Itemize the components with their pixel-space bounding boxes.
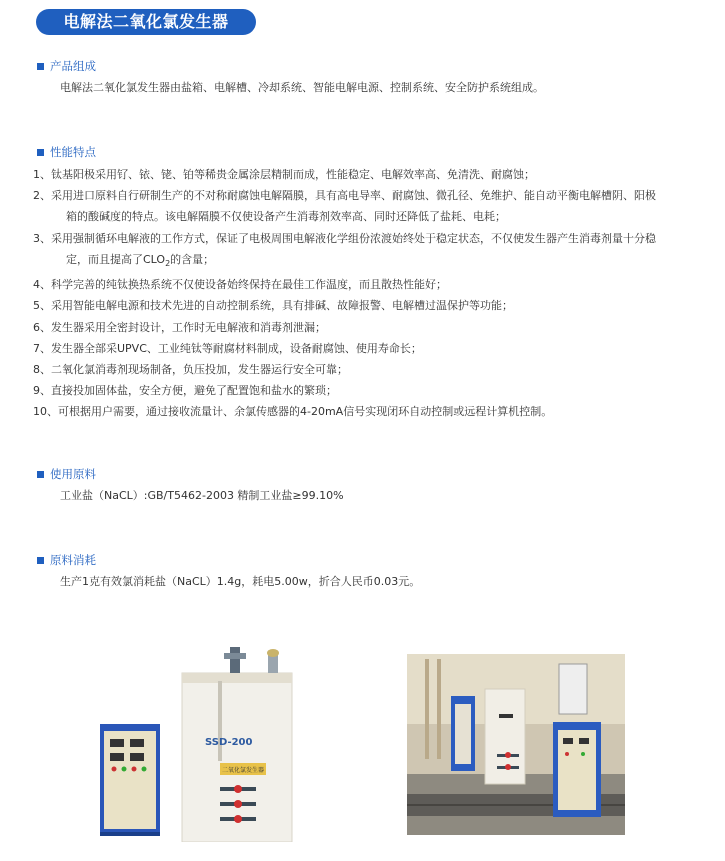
list-item [33, 164, 719, 185]
item-text: 二氧化氯消毒剂现场制备，负压投加，发生器运行安全可靠； [51, 363, 348, 377]
page-title: 电解法二氧化氯发生器 [36, 9, 256, 35]
item-text: 采用智能电解电源和技术先进的自动控制系统，具有排碱、故障报警、电解槽过温保护等功能； [51, 299, 513, 313]
list-item [33, 401, 719, 422]
list-item [33, 338, 719, 359]
list-item [33, 274, 719, 295]
list-item [33, 295, 719, 316]
item-text-continued [33, 249, 719, 274]
bullet-square-icon [37, 471, 44, 478]
item-text: 直接投加固体盐，安全方便，避免了配置饱和盐水的繁琐； [51, 384, 337, 398]
item-number: 1、 [33, 168, 51, 181]
list-item [33, 228, 719, 249]
item-text: 发生器全部采UPVC、工业纯钛等耐腐材料制成，设备耐腐蚀、使用寿命长； [51, 341, 422, 355]
item-text-continued: 箱的酸碱度的特点。该电解隔膜不仅使设备产生消毒剂效率高、同时还降低了盐耗、电耗； [66, 210, 506, 224]
installation-site-photo [407, 654, 625, 835]
list-item [33, 359, 719, 380]
bullet-square-icon [37, 557, 44, 564]
material-text: 工业盐（NaCL）:GB/T5462-2003 精制工业盐≥99.10% [60, 489, 344, 502]
consumption-text: 生产1克有效氯消耗盐（NaCL）1.4g，耗电5.00w，折合人民币0.03元。 [60, 575, 421, 588]
product-photo [100, 647, 315, 842]
item-text-part: 的含量； [170, 252, 215, 266]
list-item [33, 317, 719, 338]
bullet-square-icon [37, 63, 44, 70]
subscript: 2 [165, 259, 171, 268]
section-heading-label: 原料消耗 [50, 553, 96, 567]
bullet-square-icon [37, 149, 44, 156]
item-text: 采用强制循环电解液的工作方式，保证了电极周围电解液化学组份浓渡始终处于稳定状态，不仅使发生器产生消毒剂量十分稳 [51, 231, 656, 245]
unit-nameplate: 二氧化氯发生器 [221, 767, 265, 774]
composition-text: 电解法二氧化氯发生器由盐箱、电解槽、冷却系统、智能电解电源、控制系统、安全防护系统组成。 [60, 81, 544, 94]
item-text-part: 定，而且提高了CLO [66, 252, 166, 266]
item-number: 10、 [33, 405, 58, 419]
unit-model-label: SSD-200 [205, 737, 253, 748]
generator-tank-image [182, 647, 292, 842]
features-list [33, 164, 719, 423]
list-item [33, 185, 719, 206]
item-text: 可根据用户需要，通过接收流量计、余氯传感器的4-20mA信号实现闭环自动控制或远程计算机控制。 [58, 405, 553, 419]
item-number: 8、 [33, 363, 51, 377]
section-heading-features [37, 144, 96, 160]
item-text: 科学完善的纯钛换热系统不仅使设备始终保持在最佳工作温度，而且散热性能好； [51, 278, 447, 292]
item-text: 发生器采用全密封设计，工作时无电解液和消毒剂泄漏； [51, 320, 326, 334]
item-number: 4、 [33, 278, 51, 292]
section-heading-composition [37, 58, 96, 74]
section-heading-label: 性能特点 [50, 145, 96, 159]
item-number: 9、 [33, 384, 51, 398]
section-heading-label: 使用原料 [50, 467, 96, 481]
item-number: 7、 [33, 341, 51, 355]
section-heading-consumption [37, 552, 96, 568]
power-cabinet-image [100, 724, 160, 836]
item-text: 采用进口原料自行研制生产的不对称耐腐蚀电解隔膜，具有高电导率、耐腐蚀、微孔径、免维护、能自动平衡电解槽阴、阳极 [51, 189, 656, 203]
item-number: 5、 [33, 299, 51, 313]
section-heading-label: 产品组成 [50, 59, 96, 73]
item-text: 钛基阳极采用钌、铱、铑、铂等稀贵金属涂层精制而成，性能稳定、电解效率高、免清洗、耐腐蚀； [51, 168, 535, 181]
list-item [33, 380, 719, 401]
item-number: 3、 [33, 231, 51, 245]
item-number: 2、 [33, 189, 51, 203]
section-heading-material [37, 466, 96, 482]
item-number: 6、 [33, 320, 51, 334]
